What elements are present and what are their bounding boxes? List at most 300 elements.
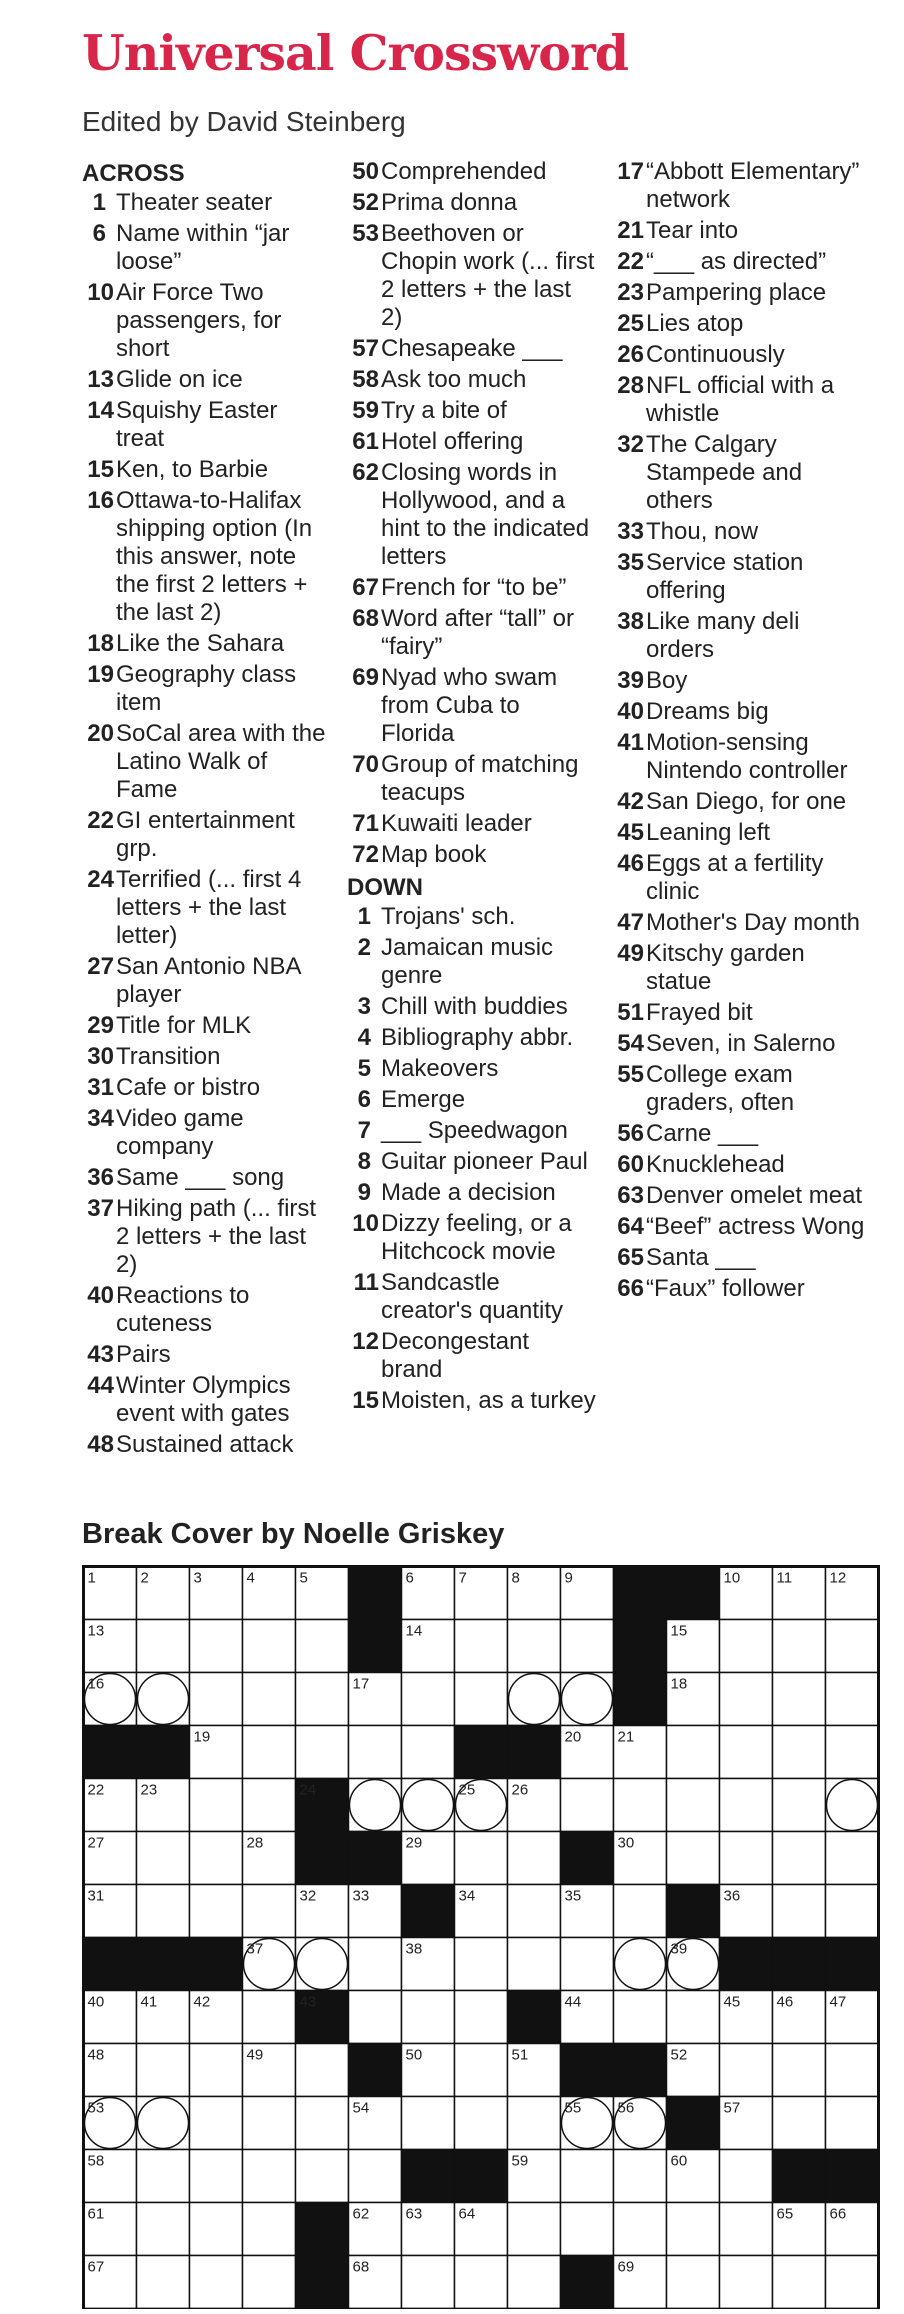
across-clue-22[interactable] bbox=[82, 807, 332, 863]
clue-number: 57 bbox=[352, 335, 379, 362]
grid-cell[interactable] bbox=[137, 1832, 190, 1885]
cell-number: 13 bbox=[87, 1622, 105, 1640]
cell-number: 33 bbox=[352, 1887, 370, 1905]
across-clue-44[interactable] bbox=[82, 1372, 332, 1428]
cell-number: 5 bbox=[299, 1569, 308, 1587]
across-clue-15[interactable] bbox=[82, 456, 332, 484]
cell-number: 25 bbox=[458, 1781, 476, 1799]
grid-cell[interactable] bbox=[720, 2256, 773, 2309]
clue-number: 39 bbox=[617, 667, 644, 694]
down-clue-40[interactable] bbox=[612, 698, 872, 726]
down-clue-66[interactable] bbox=[612, 1275, 872, 1303]
across-clue-14[interactable] bbox=[82, 397, 332, 453]
grid-cell[interactable] bbox=[508, 2097, 561, 2150]
across-clue-61[interactable] bbox=[347, 428, 597, 456]
cell-number: 40 bbox=[87, 1993, 105, 2011]
cell-number: 60 bbox=[670, 2152, 688, 2170]
grid-cell[interactable] bbox=[402, 1726, 455, 1779]
grid-cell[interactable] bbox=[296, 1673, 349, 1726]
cell-number: 3 bbox=[193, 1569, 202, 1587]
grid-cell[interactable] bbox=[508, 1938, 561, 1991]
down-clue-10[interactable] bbox=[347, 1210, 597, 1266]
grid-cell[interactable] bbox=[561, 2150, 614, 2203]
clue-text: Emerge bbox=[381, 1086, 466, 1113]
down-clue-11[interactable] bbox=[347, 1269, 597, 1325]
grid-cell[interactable] bbox=[349, 2150, 402, 2203]
grid-cell[interactable] bbox=[455, 1832, 508, 1885]
grid-cell[interactable] bbox=[243, 1673, 296, 1726]
clue-number: 49 bbox=[617, 940, 644, 967]
grid-cell[interactable] bbox=[720, 1832, 773, 1885]
clue-text: Try a bite of bbox=[381, 397, 507, 424]
grid-cell[interactable] bbox=[243, 1885, 296, 1938]
down-clue-12[interactable] bbox=[347, 1328, 597, 1384]
across-clue-6[interactable] bbox=[82, 220, 332, 276]
cell-number: 41 bbox=[140, 1993, 158, 2011]
grid-cell[interactable] bbox=[243, 2150, 296, 2203]
clue-number: 2 bbox=[357, 934, 371, 961]
black-square bbox=[561, 2044, 614, 2097]
grid-cell[interactable] bbox=[243, 2203, 296, 2256]
grid-cell[interactable] bbox=[508, 1832, 561, 1885]
crossword-grid[interactable] bbox=[82, 1565, 885, 2309]
black-square bbox=[773, 2150, 826, 2203]
grid-cell[interactable] bbox=[561, 1620, 614, 1673]
clue-text: Tear into bbox=[646, 217, 739, 244]
cell-number: 17 bbox=[352, 1675, 370, 1693]
grid-cell[interactable] bbox=[243, 1991, 296, 2044]
across-clue-13[interactable] bbox=[82, 366, 332, 394]
grid-cell[interactable] bbox=[773, 1832, 826, 1885]
down-clue-41[interactable] bbox=[612, 729, 872, 785]
grid-cell[interactable] bbox=[243, 1779, 296, 1832]
cell-number: 45 bbox=[723, 1993, 741, 2011]
grid-cell[interactable] bbox=[402, 1991, 455, 2044]
cell-number: 10 bbox=[723, 1569, 741, 1587]
across-clue-59[interactable] bbox=[347, 397, 597, 425]
clue-text: Thou, now bbox=[646, 518, 759, 545]
grid-cell[interactable] bbox=[455, 2044, 508, 2097]
grid-cell[interactable] bbox=[508, 2203, 561, 2256]
down-clue-49[interactable] bbox=[612, 940, 872, 996]
grid-cell[interactable] bbox=[720, 1620, 773, 1673]
grid-cell[interactable] bbox=[243, 2309, 296, 2310]
black-square bbox=[773, 1938, 826, 1991]
clue-number: 12 bbox=[352, 1328, 379, 1355]
grid-cell[interactable] bbox=[561, 2203, 614, 2256]
clue-number: 5 bbox=[357, 1055, 371, 1082]
clue-text: Eggs at a fertility clinic bbox=[646, 850, 824, 905]
grid-cell[interactable] bbox=[349, 1726, 402, 1779]
grid-cell[interactable] bbox=[190, 1885, 243, 1938]
grid-cell[interactable] bbox=[296, 2044, 349, 2097]
cell-number: 9 bbox=[564, 1569, 573, 1587]
across-clue-71[interactable] bbox=[347, 810, 597, 838]
clue-text: SoCal area with the Latino Walk of Fame bbox=[116, 720, 326, 803]
cell-number: 24 bbox=[299, 1781, 317, 1799]
clue-number: 31 bbox=[87, 1074, 114, 1101]
grid-cell[interactable] bbox=[667, 2309, 720, 2310]
across-clue-37[interactable] bbox=[82, 1195, 332, 1279]
cell-number: 54 bbox=[352, 2099, 370, 2117]
clue-text: Nyad who swam from Cuba to Florida bbox=[381, 664, 558, 747]
clue-number: 63 bbox=[617, 1182, 644, 1209]
black-square bbox=[137, 1726, 190, 1779]
down-clue-5[interactable] bbox=[347, 1055, 597, 1083]
across-clue-70[interactable] bbox=[347, 751, 597, 807]
grid-cell[interactable] bbox=[826, 2044, 879, 2097]
grid-cell[interactable] bbox=[296, 2097, 349, 2150]
grid-cell[interactable] bbox=[190, 2256, 243, 2309]
clue-text: Like many deli orders bbox=[646, 608, 800, 663]
grid-cell[interactable] bbox=[773, 1726, 826, 1779]
down-clue-8[interactable] bbox=[347, 1148, 597, 1176]
grid-cell[interactable] bbox=[826, 1673, 879, 1726]
grid-cell[interactable] bbox=[190, 2203, 243, 2256]
down-clue-26[interactable] bbox=[612, 341, 872, 369]
clue-text: Word after “tall” or “fairy” bbox=[381, 605, 574, 660]
clue-number: 59 bbox=[352, 397, 379, 424]
across-clue-30[interactable] bbox=[82, 1043, 332, 1071]
clue-text: Denver omelet meat bbox=[646, 1182, 863, 1209]
clue-text: San Diego, for one bbox=[646, 788, 847, 815]
grid-cell[interactable] bbox=[720, 1726, 773, 1779]
grid-cell[interactable] bbox=[137, 2309, 190, 2310]
clue-number: 6 bbox=[92, 220, 106, 247]
cell-number: 55 bbox=[564, 2099, 582, 2117]
grid-cell[interactable] bbox=[614, 1991, 667, 2044]
clue-number: 29 bbox=[87, 1012, 114, 1039]
across-clue-69[interactable] bbox=[347, 664, 597, 748]
down-clue-6[interactable] bbox=[347, 1086, 597, 1114]
grid-cell[interactable] bbox=[190, 1620, 243, 1673]
grid-cell[interactable] bbox=[826, 2256, 879, 2309]
clue-number: 66 bbox=[617, 1275, 644, 1302]
across-clue-68[interactable] bbox=[347, 605, 597, 661]
grid-cell[interactable] bbox=[614, 2150, 667, 2203]
grid-cell[interactable] bbox=[773, 2309, 826, 2310]
down-clue-3[interactable] bbox=[347, 993, 597, 1021]
grid-cell[interactable] bbox=[720, 2150, 773, 2203]
grid-cell[interactable] bbox=[720, 1779, 773, 1832]
down-clue-2[interactable] bbox=[347, 934, 597, 990]
grid-cell[interactable] bbox=[773, 1779, 826, 1832]
grid-cell[interactable] bbox=[826, 2309, 879, 2310]
down-clue-60[interactable] bbox=[612, 1151, 872, 1179]
grid-cell[interactable] bbox=[243, 2256, 296, 2309]
grid-cell[interactable] bbox=[296, 2150, 349, 2203]
clue-text: Pampering place bbox=[646, 279, 827, 306]
cell-number: 59 bbox=[511, 2152, 529, 2170]
black-square bbox=[190, 1938, 243, 1991]
grid-cell[interactable] bbox=[137, 2256, 190, 2309]
down-clue-28[interactable] bbox=[612, 372, 872, 428]
down-clue-42[interactable] bbox=[612, 788, 872, 816]
black-square bbox=[349, 2044, 402, 2097]
across-clue-24[interactable] bbox=[82, 866, 332, 950]
down-clue-9[interactable] bbox=[347, 1179, 597, 1207]
cell-number: 50 bbox=[405, 2046, 423, 2064]
grid-cell[interactable] bbox=[243, 2097, 296, 2150]
grid-cell[interactable] bbox=[349, 1938, 402, 1991]
grid-cell[interactable] bbox=[190, 2097, 243, 2150]
clue-text: Prima donna bbox=[381, 189, 518, 216]
grid-cell[interactable] bbox=[455, 2097, 508, 2150]
grid-cell[interactable] bbox=[667, 1779, 720, 1832]
cell-number: 31 bbox=[87, 1887, 105, 1905]
down-clue-55[interactable] bbox=[612, 1061, 872, 1117]
down-clue-46[interactable] bbox=[612, 850, 872, 906]
grid-cell[interactable] bbox=[190, 1673, 243, 1726]
grid-cell[interactable] bbox=[455, 1991, 508, 2044]
down-clue-21[interactable] bbox=[612, 217, 872, 245]
down-clue-17[interactable] bbox=[612, 158, 872, 214]
clue-text: Boy bbox=[646, 667, 688, 694]
clue-text: Beethoven or Chopin work (... first 2 letters + the last 2) bbox=[381, 220, 595, 331]
across-clue-31[interactable] bbox=[82, 1074, 332, 1102]
grid-cell[interactable] bbox=[561, 1779, 614, 1832]
across-clue-43[interactable] bbox=[82, 1341, 332, 1369]
grid-cell[interactable] bbox=[508, 1620, 561, 1673]
clue-text: Dizzy feeling, or a Hitchcock movie bbox=[381, 1210, 572, 1265]
across-clue-50[interactable] bbox=[347, 158, 597, 186]
across-clue-53[interactable] bbox=[347, 220, 597, 332]
down-clue-4[interactable] bbox=[347, 1024, 597, 1052]
across-clue-40[interactable] bbox=[82, 1282, 332, 1338]
grid-cell[interactable] bbox=[402, 2097, 455, 2150]
clue-text: Carne ___ bbox=[646, 1120, 759, 1147]
grid-cell[interactable] bbox=[84, 2309, 137, 2310]
clue-text: ___ Speedwagon bbox=[381, 1117, 568, 1144]
grid-cell[interactable] bbox=[137, 1620, 190, 1673]
grid-cell[interactable] bbox=[349, 1991, 402, 2044]
clue-text: Moisten, as a turkey bbox=[381, 1387, 596, 1414]
grid-cell[interactable] bbox=[190, 2150, 243, 2203]
down-clue-32[interactable] bbox=[612, 431, 872, 515]
clue-text: Comprehended bbox=[381, 158, 547, 185]
cell-number: 1 bbox=[87, 1569, 96, 1587]
down-clue-39[interactable] bbox=[612, 667, 872, 695]
clue-text: Kuwaiti leader bbox=[381, 810, 532, 837]
cell-number: 68 bbox=[352, 2258, 370, 2276]
cell-number: 11 bbox=[776, 1569, 793, 1587]
down-clue-35[interactable] bbox=[612, 549, 872, 605]
grid-cell[interactable] bbox=[455, 1673, 508, 1726]
grid-cell[interactable] bbox=[508, 2256, 561, 2309]
clue-text: Terrified (... first 4 letters + the last letter) bbox=[116, 866, 302, 949]
grid-cell[interactable] bbox=[773, 2256, 826, 2309]
grid-cell[interactable] bbox=[190, 1779, 243, 1832]
grid-cell[interactable] bbox=[826, 1832, 879, 1885]
grid-cell[interactable] bbox=[667, 1726, 720, 1779]
down-clue-15[interactable] bbox=[347, 1387, 597, 1415]
grid-cell[interactable] bbox=[667, 1991, 720, 2044]
clue-number: 25 bbox=[617, 310, 644, 337]
grid-cell[interactable] bbox=[190, 2044, 243, 2097]
grid-cell[interactable] bbox=[614, 1779, 667, 1832]
clue-number: 7 bbox=[357, 1117, 371, 1144]
cell-number: 61 bbox=[87, 2205, 105, 2223]
down-clue-25[interactable] bbox=[612, 310, 872, 338]
black-square bbox=[561, 1832, 614, 1885]
grid-cell[interactable] bbox=[667, 2203, 720, 2256]
grid-cell[interactable] bbox=[773, 2044, 826, 2097]
grid-cell[interactable] bbox=[773, 2097, 826, 2150]
cell-number: 8 bbox=[511, 1569, 520, 1587]
clue-text: Title for MLK bbox=[116, 1012, 252, 1039]
clue-number: 50 bbox=[352, 158, 379, 185]
clue-number: 68 bbox=[352, 605, 379, 632]
down-clue-33[interactable] bbox=[612, 518, 872, 546]
black-square bbox=[667, 1567, 720, 1620]
clue-number: 30 bbox=[87, 1043, 114, 1070]
black-square bbox=[349, 1832, 402, 1885]
clue-text: Trojans' sch. bbox=[381, 903, 516, 930]
grid-cell[interactable] bbox=[720, 1673, 773, 1726]
grid-cell[interactable] bbox=[296, 1726, 349, 1779]
clue-number: 56 bbox=[617, 1120, 644, 1147]
down-clue-47[interactable] bbox=[612, 909, 872, 937]
down-clue-63[interactable] bbox=[612, 1182, 872, 1210]
grid-cell[interactable] bbox=[614, 2309, 667, 2310]
grid-cell[interactable] bbox=[614, 1885, 667, 1938]
down-clue-23[interactable] bbox=[612, 279, 872, 307]
grid-cell[interactable] bbox=[455, 2256, 508, 2309]
down-clue-38[interactable] bbox=[612, 608, 872, 664]
grid-cell[interactable] bbox=[667, 2256, 720, 2309]
grid-cell[interactable] bbox=[402, 2256, 455, 2309]
grid-cell[interactable] bbox=[720, 2044, 773, 2097]
clue-number: 9 bbox=[357, 1179, 371, 1206]
grid-cell[interactable] bbox=[773, 1885, 826, 1938]
black-square bbox=[84, 1726, 137, 1779]
grid-cell[interactable] bbox=[508, 1885, 561, 1938]
grid-cell[interactable] bbox=[826, 1620, 879, 1673]
clue-number: 13 bbox=[87, 366, 114, 393]
cell-number: 26 bbox=[511, 1781, 529, 1799]
clue-number: 43 bbox=[87, 1341, 114, 1368]
black-square bbox=[296, 1832, 349, 1885]
across-clue-1[interactable] bbox=[82, 189, 332, 217]
across-clue-27[interactable] bbox=[82, 953, 332, 1009]
across-clue-29[interactable] bbox=[82, 1012, 332, 1040]
clue-text: Frayed bit bbox=[646, 999, 753, 1026]
grid-cell[interactable] bbox=[137, 2203, 190, 2256]
grid-cell[interactable] bbox=[137, 2150, 190, 2203]
clue-number: 8 bbox=[357, 1148, 371, 1175]
grid-cell[interactable] bbox=[243, 1620, 296, 1673]
across-clue-58[interactable] bbox=[347, 366, 597, 394]
grid-cell[interactable] bbox=[190, 1832, 243, 1885]
grid-cell[interactable] bbox=[190, 2309, 243, 2310]
down-clue-65[interactable] bbox=[612, 1244, 872, 1272]
clue-text: Hiking path (... first 2 letters + the last 2) bbox=[116, 1195, 317, 1278]
grid-cell[interactable] bbox=[720, 2203, 773, 2256]
down-clue-64[interactable] bbox=[612, 1213, 872, 1241]
grid-cell[interactable] bbox=[243, 1726, 296, 1779]
clue-number: 72 bbox=[352, 841, 379, 868]
clue-number: 44 bbox=[87, 1372, 114, 1399]
clue-text: Bibliography abbr. bbox=[381, 1024, 574, 1051]
across-clue-62[interactable] bbox=[347, 459, 597, 571]
across-clue-48[interactable] bbox=[82, 1431, 332, 1459]
grid-cell[interactable] bbox=[508, 2309, 561, 2310]
down-clue-51[interactable] bbox=[612, 999, 872, 1027]
across-clue-10[interactable] bbox=[82, 279, 332, 363]
across-clue-16[interactable] bbox=[82, 487, 332, 627]
clue-number: 32 bbox=[617, 431, 644, 458]
grid-cell[interactable] bbox=[137, 1885, 190, 1938]
clue-text: Ottawa-to-Halifax shipping option (In this answer, note the first 2 letters + the last 2) bbox=[116, 487, 313, 626]
clue-number: 70 bbox=[352, 751, 379, 778]
grid-cell[interactable] bbox=[773, 1673, 826, 1726]
down-clue-54[interactable] bbox=[612, 1030, 872, 1058]
grid-cell[interactable] bbox=[137, 2044, 190, 2097]
clue-number: 17 bbox=[617, 158, 644, 185]
black-square bbox=[349, 1620, 402, 1673]
grid-cell[interactable] bbox=[773, 1620, 826, 1673]
black-square bbox=[614, 1567, 667, 1620]
across-clue-52[interactable] bbox=[347, 189, 597, 217]
cell-number: 48 bbox=[87, 2046, 105, 2064]
grid-cell[interactable] bbox=[402, 1673, 455, 1726]
grid-cell[interactable] bbox=[614, 2203, 667, 2256]
black-square bbox=[296, 2309, 349, 2310]
grid-cell[interactable] bbox=[667, 1832, 720, 1885]
clue-number: 1 bbox=[357, 903, 371, 930]
grid-cell[interactable] bbox=[826, 1726, 879, 1779]
grid-cell[interactable] bbox=[455, 1938, 508, 1991]
grid-cell[interactable] bbox=[402, 2309, 455, 2310]
grid-cell[interactable] bbox=[561, 1938, 614, 1991]
clue-number: 71 bbox=[352, 810, 379, 837]
cell-number: 64 bbox=[458, 2205, 476, 2223]
clue-column-2 bbox=[347, 158, 597, 1418]
grid-cell[interactable] bbox=[826, 1885, 879, 1938]
across-clue-72[interactable] bbox=[347, 841, 597, 869]
across-clue-20[interactable] bbox=[82, 720, 332, 804]
black-square bbox=[508, 1726, 561, 1779]
grid-cell[interactable] bbox=[826, 2097, 879, 2150]
clue-text: Motion-sensing Nintendo controller bbox=[646, 729, 848, 784]
grid-cell[interactable] bbox=[720, 2309, 773, 2310]
cell-number: 62 bbox=[352, 2205, 370, 2223]
grid-cell[interactable] bbox=[296, 1620, 349, 1673]
across-clue-19[interactable] bbox=[82, 661, 332, 717]
black-square bbox=[455, 2150, 508, 2203]
grid-cell[interactable] bbox=[455, 1620, 508, 1673]
clue-number: 61 bbox=[352, 428, 379, 455]
down-clue-1[interactable] bbox=[347, 903, 597, 931]
across-clue-18[interactable] bbox=[82, 630, 332, 658]
across-clue-36[interactable] bbox=[82, 1164, 332, 1192]
clue-number: 20 bbox=[87, 720, 114, 747]
clue-number: 48 bbox=[87, 1431, 114, 1458]
clue-number: 22 bbox=[87, 807, 114, 834]
clue-text: French for “to be” bbox=[381, 574, 567, 601]
across-clue-34[interactable] bbox=[82, 1105, 332, 1161]
down-clue-45[interactable] bbox=[612, 819, 872, 847]
across-clue-57[interactable] bbox=[347, 335, 597, 363]
cell-number: 43 bbox=[299, 1993, 317, 2011]
down-clue-22[interactable] bbox=[612, 248, 872, 276]
across-clue-67[interactable] bbox=[347, 574, 597, 602]
clue-text: Sustained attack bbox=[116, 1431, 294, 1458]
down-clue-7[interactable] bbox=[347, 1117, 597, 1145]
down-clue-56[interactable] bbox=[612, 1120, 872, 1148]
clue-text: Hotel offering bbox=[381, 428, 524, 455]
grid-cell[interactable] bbox=[455, 2309, 508, 2310]
